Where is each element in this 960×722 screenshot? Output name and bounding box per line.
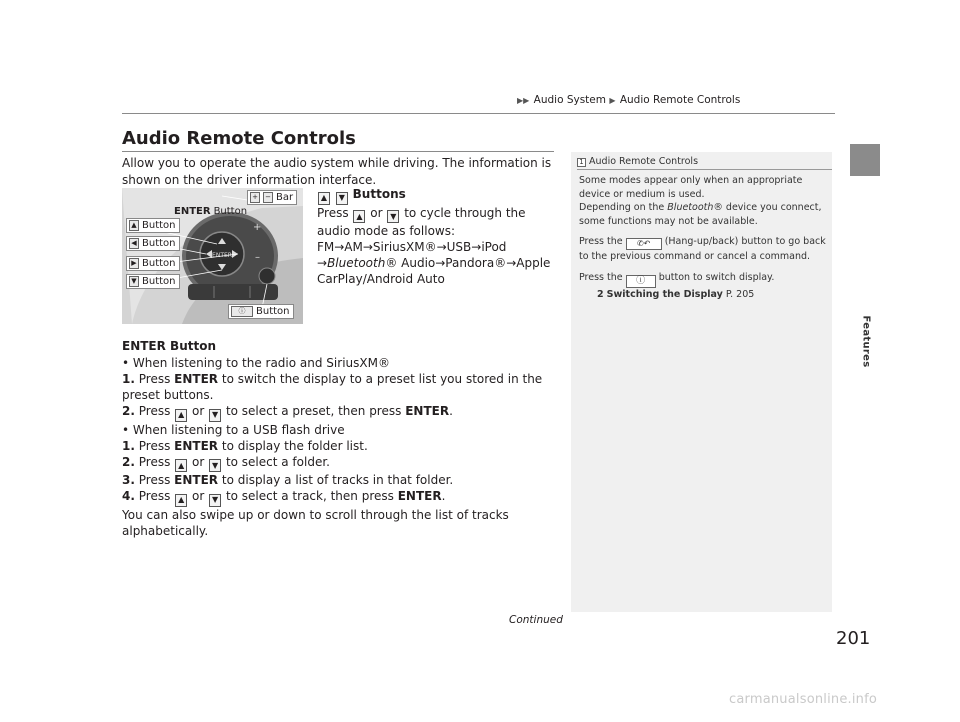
mode-sequence-line1: FM→AM→SiriusXM®→USB→iPod [317,240,507,254]
svg-text:+: + [253,222,262,233]
xref-marker-icon: 2 [597,288,604,300]
callout-enter-button: ENTER Button [174,206,248,217]
wheel-enter-text: ENTER [212,252,232,259]
enter-heading: ENTER Button [122,339,216,353]
xref-page: P. 205 [725,288,755,300]
hang-up-back-icon: ✆↶ [626,238,662,250]
skip-up-icon: ▲ [175,494,187,507]
usb-step-4: 4. Press ▲ or ▼ to select a track, then press ENTER. [122,488,567,507]
notes-sidebar [571,152,832,612]
info-icon: ⓘ [626,275,656,288]
sidebar-note-1: Some modes appear only when an appropriate device or medium is used. Depending on the Bluetooth® device you connect, some functions may not be available. [579,175,822,227]
chapter-tab-label: Features [860,315,872,368]
down-arrow-icon: ▼ [336,192,348,205]
skip-up-icon: ▲ [318,192,330,205]
callout-down-button: ▼ Button [126,274,180,289]
callout-left-button: ◀ Button [126,236,180,251]
down-arrow-icon: ▼ [209,494,221,507]
breadcrumb-page: Audio Remote Controls [619,94,741,106]
title-divider [122,151,554,152]
radio-bullet: • When listening to the radio and SiriusXM® [122,356,390,370]
skip-up-icon: ▲ [175,409,187,422]
usb-bullet: • When listening to a USB flash drive [122,422,345,437]
usb-step-1: 1. Press ENTER to display the folder list. [122,438,368,453]
down-arrow-icon: ▼ [209,409,221,422]
mode-sequence-line2: →Bluetooth® Audio→Pandora®→Apple [317,256,551,270]
xref-link[interactable]: Switching the Display [606,288,723,300]
sidebar-body [579,174,827,308]
callout-right-button: ▶ Button [126,256,180,271]
usb-step-3: 3. Press ENTER to display a list of tracks in that folder. [122,473,454,487]
plus-icon: + [250,192,260,203]
radio-step-2: 2. Press ▲ or ▼ to select a preset, then press ENTER. [122,403,567,422]
breadcrumb-arrow-icon: ▶▶ [517,96,530,105]
skip-up-icon: ▲ [129,220,139,231]
svg-text:–: – [255,252,260,263]
sidebar-heading: 1 Audio Remote Controls [577,156,698,167]
note-marker-icon: 1 [577,158,586,167]
mode-sequence-line3: CarPlay/Android Auto [317,272,445,286]
down-arrow-icon: ▼ [129,276,139,287]
breadcrumb-arrow-icon: ▶ [609,96,616,105]
sidebar-note-2: Press the ✆↶ (Hang-up/back) button to go back to the previous command or cancel a command. [579,236,826,262]
enter-button-section [122,338,567,539]
left-arrow-icon: ◀ [129,238,139,249]
minus-icon: − [263,192,273,203]
steering-wheel-illustration [122,188,303,324]
chapter-tab [850,144,880,176]
callout-up-button: ▲ Button [126,218,180,233]
sidebar-note-3: Press the ⓘ button to switch display. 2 Switching the Display P. 205 [579,271,775,300]
page-number: 201 [836,628,871,649]
down-arrow-icon: ▼ [387,210,399,223]
watermark-text: carmanualsonline.info [729,692,878,707]
running-header [517,94,740,106]
page-title: Audio Remote Controls [122,128,356,149]
intro-paragraph: Allow you to operate the audio system while driving. The information is shown on the driver information interface. [122,156,552,187]
radio-step-1: 1. Press ENTER to switch the display to a preset list you stored in the preset buttons. [122,372,543,402]
callout-info-button: ⓘ Button [228,304,294,319]
down-arrow-icon: ▼ [209,459,221,472]
buttons-section: ▲ ▼ Buttons Press ▲ or ▼ to cycle through the audio mode as follows: FM→AM→SiriusXM®→USB→iPod →Bluetooth® Audio→Pandora®→Apple CarPlay/Android Auto [317,186,557,287]
swipe-note: You can also swipe up or down to scroll through the list of tracks alphabetically. [122,507,509,538]
right-arrow-icon: ▶ [129,258,139,269]
callout-bar: + − Bar [247,190,297,205]
breadcrumb-section: Audio System [533,94,606,106]
skip-up-icon: ▲ [353,210,365,223]
sidebar-divider [577,169,832,170]
continued-label: Continued [509,614,563,626]
header-divider [122,113,835,114]
info-icon: ⓘ [231,306,253,317]
usb-step-2: 2. Press ▲ or ▼ to select a folder. [122,454,567,473]
buttons-heading: Buttons [352,187,406,201]
skip-up-icon: ▲ [175,459,187,472]
